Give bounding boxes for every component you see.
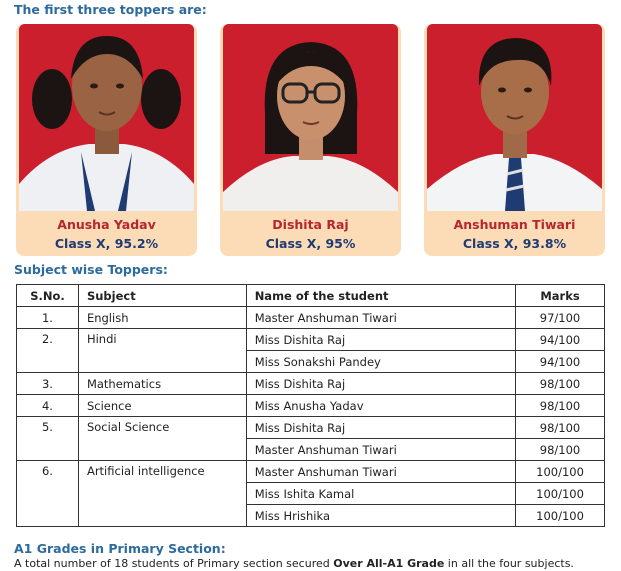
cell-student: Miss Dishita Raj bbox=[246, 373, 515, 395]
cell-subject: English bbox=[78, 307, 246, 329]
cell-marks: 100/100 bbox=[516, 505, 605, 527]
note-text-bold: Over All-A1 Grade bbox=[333, 557, 445, 570]
cell-sno: 5. bbox=[17, 417, 79, 461]
a1-grades-note bbox=[14, 557, 574, 570]
cell-marks: 98/100 bbox=[516, 417, 605, 439]
cell-student: Miss Sonakshi Pandey bbox=[246, 351, 515, 373]
table-row bbox=[17, 395, 605, 417]
cell-student: Miss Dishita Raj bbox=[246, 417, 515, 439]
topper-card-1 bbox=[16, 24, 197, 256]
topper-photo-2 bbox=[223, 24, 398, 211]
topper-class-2: Class X, 95% bbox=[265, 236, 356, 251]
cell-subject: Social Science bbox=[78, 417, 246, 461]
header-sno: S.No. bbox=[17, 285, 79, 307]
table-row bbox=[17, 307, 605, 329]
cell-marks: 94/100 bbox=[516, 351, 605, 373]
topper-class-1: Class X, 95.2% bbox=[54, 236, 159, 251]
toppers-heading: The first three toppers are: bbox=[14, 2, 207, 17]
cell-marks: 100/100 bbox=[516, 461, 605, 483]
topper-name-1: Anusha Yadav bbox=[57, 217, 156, 232]
cell-marks: 100/100 bbox=[516, 483, 605, 505]
cell-marks: 98/100 bbox=[516, 373, 605, 395]
cell-student: Miss Dishita Raj bbox=[246, 329, 515, 351]
table-row bbox=[17, 329, 605, 351]
cell-subject: Hindi bbox=[78, 329, 246, 373]
table-row bbox=[17, 461, 605, 483]
cell-sno: 1. bbox=[17, 307, 79, 329]
cell-subject: Artificial intelligence bbox=[78, 461, 246, 527]
topper-card-2 bbox=[220, 24, 401, 256]
cell-student: Master Anshuman Tiwari bbox=[246, 461, 515, 483]
subject-toppers-heading: Subject wise Toppers: bbox=[14, 262, 168, 277]
table-row bbox=[17, 417, 605, 439]
cell-subject: Mathematics bbox=[78, 373, 246, 395]
topper-class-3: Class X, 93.8% bbox=[462, 236, 567, 251]
cell-student: Miss Hrishika bbox=[246, 505, 515, 527]
cell-sno: 3. bbox=[17, 373, 79, 395]
header-marks: Marks bbox=[516, 285, 605, 307]
header-student: Name of the student bbox=[246, 285, 515, 307]
header-subject: Subject bbox=[78, 285, 246, 307]
cell-sno: 2. bbox=[17, 329, 79, 373]
cell-marks: 94/100 bbox=[516, 329, 605, 351]
table-row bbox=[17, 373, 605, 395]
note-text-after: in all the four subjects. bbox=[444, 557, 574, 570]
cell-subject: Science bbox=[78, 395, 246, 417]
subject-toppers-table bbox=[16, 284, 605, 527]
cell-student: Master Anshuman Tiwari bbox=[246, 439, 515, 461]
topper-card-3 bbox=[424, 24, 605, 256]
cell-student: Miss Anusha Yadav bbox=[246, 395, 515, 417]
a1-grades-heading: A1 Grades in Primary Section: bbox=[14, 541, 226, 556]
cell-sno: 4. bbox=[17, 395, 79, 417]
topper-name-3: Anshuman Tiwari bbox=[453, 217, 576, 232]
table-header-row bbox=[17, 285, 605, 307]
note-text-before: A total number of 18 students of Primary section secured bbox=[14, 557, 334, 570]
topper-name-2: Dishita Raj bbox=[272, 217, 349, 232]
cell-student: Miss Ishita Kamal bbox=[246, 483, 515, 505]
topper-photo-1 bbox=[19, 24, 194, 211]
cell-marks: 98/100 bbox=[516, 439, 605, 461]
cell-student: Master Anshuman Tiwari bbox=[246, 307, 515, 329]
cell-marks: 98/100 bbox=[516, 395, 605, 417]
cell-sno: 6. bbox=[17, 461, 79, 527]
cell-marks: 97/100 bbox=[516, 307, 605, 329]
topper-photo-3 bbox=[427, 24, 602, 211]
